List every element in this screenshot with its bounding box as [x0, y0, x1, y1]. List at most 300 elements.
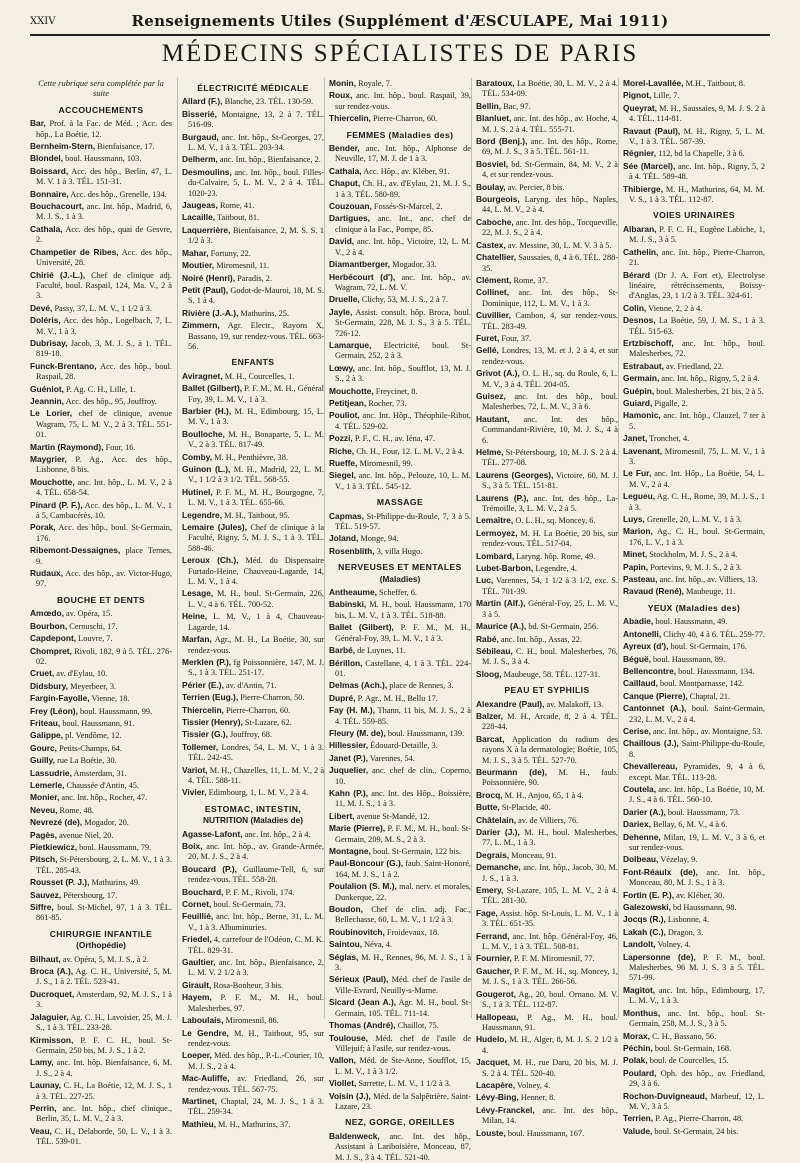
- doctor-name: Furet,: [476, 332, 500, 343]
- doctor-details: Saint-Philippe-du-Roule, 8.: [629, 739, 765, 759]
- doctor-details: Louvre, 7.: [78, 634, 113, 644]
- doctor-name: Kahn (P.),: [329, 787, 369, 798]
- doctor-entry: [182, 167, 324, 199]
- doctor-name: Barcat,: [476, 733, 505, 744]
- doctor-name: Delherm,: [182, 154, 218, 165]
- doctor-entry: [30, 743, 172, 754]
- doctor-name: Monier,: [30, 792, 60, 803]
- doctor-details: Rivoli, 182, 9 à 5. TÉL. 276-02.: [36, 646, 172, 666]
- doctor-details: St-Pétersbourg, 2, L. M. V., 1 à 3. TÉL. 285-43.: [36, 855, 172, 875]
- doctor-name: Martin (Raymond),: [30, 441, 104, 452]
- doctor-entry: [623, 103, 765, 125]
- doctor-details: de Luynes, 11.: [357, 646, 406, 656]
- doctor-entry: [182, 464, 324, 486]
- doctor-entry: [329, 1055, 471, 1077]
- doctor-name: Rabé,: [476, 633, 499, 644]
- doctor-entry: [182, 109, 324, 131]
- doctor-details: Miromesnil, 86.: [225, 1016, 279, 1026]
- doctor-name: Béguë,: [623, 653, 651, 664]
- doctor-entry: [329, 693, 471, 704]
- doctor-details: chef de clinique, avenue Wagram, 75, L. M. V., 2 à 3. TÉL. 551-01.: [36, 409, 173, 440]
- doctor-details: Petits-Champs, 64.: [59, 743, 122, 753]
- doctor-name: Devé,: [30, 302, 53, 313]
- doctor-entry: [182, 429, 324, 451]
- doctor-name: Voisin (J.),: [329, 1090, 371, 1101]
- doctor-entry: [329, 1020, 471, 1031]
- doctor-entry: [30, 693, 172, 704]
- doctor-entry: [623, 927, 765, 938]
- doctor-name: Guéniot,: [30, 383, 64, 394]
- doctor-name: Rueffe,: [329, 458, 358, 468]
- doctor-details: boul. St-Germain, 24 bis.: [654, 1126, 739, 1136]
- doctor-entry: [30, 1057, 172, 1079]
- doctor-name: Darier (J.),: [476, 827, 520, 837]
- doctor-name: Doléris,: [30, 315, 61, 326]
- doctor-name: Hutinel,: [182, 486, 213, 497]
- doctor-details: Chef de clinique adj. Faculté, boul. Raspail, 124, Ma. V., 2 à 3.: [36, 270, 172, 301]
- doctor-entry: [30, 442, 172, 453]
- doctor-name: Poulard,: [623, 1067, 657, 1078]
- doctor-name: Tissier (G.),: [182, 729, 228, 740]
- doctor-details: Tronchet, 4.: [649, 434, 690, 444]
- doctor-details: M. H., Edimbourg, 15, L. M. V., 1 à 3.: [188, 406, 324, 427]
- doctor-entry: [182, 1028, 324, 1050]
- doctor-entry: [182, 225, 324, 247]
- doctor-name: Caillaud,: [623, 678, 658, 689]
- doctor-details: M. H., Rennes, 96, M. J. S., 1 à 3.: [335, 952, 471, 973]
- doctor-entry: [182, 96, 324, 107]
- doctor-name: Herbécourt (d'),: [329, 271, 396, 282]
- doctor-entry: [476, 802, 618, 813]
- doctor-details: Monge, 94.: [360, 534, 399, 544]
- doctor-name: Viollet,: [329, 1078, 357, 1089]
- doctor-name: Poulalion (S. M.),: [329, 881, 397, 892]
- doctor-entry: [182, 765, 324, 787]
- section-subheading: NUTRITION (Maladies de): [202, 815, 304, 826]
- doctor-name: Blondel,: [30, 153, 64, 164]
- doctor-details: Laryng. hôp. Rome, 49.: [516, 551, 596, 561]
- doctor-details: Mathurins, 49.: [91, 878, 141, 888]
- doctor-entry: [329, 533, 471, 544]
- doctor-name: Lamy,: [30, 1057, 54, 1068]
- doctor-entry: [182, 1073, 324, 1095]
- doctor-entry: [30, 902, 172, 924]
- doctor-entry: [30, 989, 172, 1011]
- doctor-entry: [182, 887, 324, 898]
- doctor-name: Marie (Pierre),: [329, 823, 386, 834]
- doctor-details: Rome, 37.: [513, 275, 548, 285]
- doctor-name: Delmas (Ach.),: [329, 680, 388, 691]
- doctor-name: Polak,: [623, 1055, 648, 1066]
- doctor-name: Laboulais,: [182, 1015, 224, 1026]
- doctor-name: Dartigues,: [329, 213, 370, 224]
- doctor-details: Acc. des hôp., boul. St-Germain, 176.: [36, 523, 172, 543]
- doctor-name: Martin (Alf.),: [476, 598, 526, 609]
- doctor-name: Laurens (Georges),: [476, 469, 554, 480]
- doctor-name: Colin,: [623, 302, 647, 313]
- doctor-entry: [30, 270, 172, 302]
- doctor-details: Mogador, 33.: [392, 260, 437, 270]
- doctor-details: Ag. C. H., Université, 5, M. J. S., 1 à 2. TÉL. 523-41.: [36, 967, 172, 987]
- doctor-details: Bienfaisance, 17.: [97, 142, 155, 152]
- doctor-name: Collinet,: [476, 287, 510, 298]
- doctor-entry: [623, 161, 765, 183]
- doctor-entry: [30, 1012, 172, 1034]
- doctor-details: P. F. M., boul. Malesherbes, 96 M. J. S. 3 à 5. TÉL. 571-99.: [629, 952, 765, 983]
- doctor-entry: [30, 361, 172, 383]
- doctor-name: Paul-Boncour (G.),: [329, 858, 404, 869]
- doctor-entry: [30, 522, 172, 544]
- doctor-details: Ag., C. H., boul. St-Germain, 176, L. V., 1 à 3.: [629, 527, 765, 547]
- doctor-entry: [329, 201, 471, 212]
- doctor-entry: [476, 1080, 618, 1091]
- doctor-entry: [30, 681, 172, 692]
- doctor-details: Edimbourg, 1, L. M. V., 2 à 4.: [208, 788, 309, 798]
- doctor-details: boul. Haussmann, 73.: [667, 807, 741, 817]
- doctor-details: Milan, 19, L. M. V., 3 à 6, et sur rendez-vous.: [629, 832, 765, 852]
- doctor-name: Guinon (L.),: [182, 464, 231, 474]
- doctor-entry: [476, 470, 618, 492]
- doctor-details: anc. Int. hôp., 2 à 4.: [244, 829, 311, 839]
- doctor-entry: [182, 705, 324, 716]
- doctor-name: Lévy-Franckel,: [476, 1104, 535, 1115]
- doctor-entry: [182, 742, 324, 764]
- doctor-name: Variot,: [182, 764, 208, 775]
- doctor-entry: [623, 1068, 765, 1090]
- doctor-entry: [30, 730, 172, 741]
- doctor-name: Vivier,: [182, 787, 207, 798]
- doctor-details: Pierre-Charron, 60.: [372, 114, 438, 124]
- doctor-details: M. H., Saussaies, 9, M. J. S. 2 à 4. TÉL. 114-81.: [629, 103, 766, 124]
- doctor-name: Aviragnet,: [182, 370, 223, 381]
- doctor-name: Lacaille,: [182, 212, 216, 223]
- doctor-name: Jocqs (R.),: [623, 914, 666, 925]
- section-heading: ACCOUCHEMENTS: [58, 104, 144, 115]
- doctor-entry: [329, 113, 471, 124]
- doctor-entry: [329, 363, 471, 385]
- doctor-entry: [623, 1113, 765, 1124]
- doctor-details: Ag., 20, boul. Ornano. M. V. S., 1 à 3. TÉL. 112-87.: [482, 989, 618, 1010]
- doctor-entry: [476, 699, 618, 710]
- doctor-entry: [329, 997, 471, 1019]
- doctor-details: M. H. La Boétie, 20 bis, sur rendez-vous. TÉL. 517-04.: [482, 528, 619, 549]
- doctor-entry: [329, 1091, 471, 1113]
- doctor-name: Lubet-Barbon,: [476, 563, 534, 574]
- doctor-entry: [329, 753, 471, 764]
- doctor-entry: [182, 1015, 324, 1026]
- doctor-entry: [182, 212, 324, 223]
- doctor-details: anc. Int. hôp., av. Villiers, 13.: [659, 575, 758, 585]
- doctor-details: anc. Int. hôp. Bienfaisance, 6, M. J. S., 2 à 4.: [36, 1058, 172, 1078]
- doctor-entry: [30, 201, 172, 223]
- doctor-details: anc. Int. Hôp., La Boétie, 54, L. M. V., 2 à 4.: [629, 469, 765, 489]
- doctor-name: Sée (Marcel),: [623, 160, 676, 171]
- doctor-entry: [182, 934, 324, 956]
- doctor-entry: [30, 768, 172, 779]
- doctor-name: Le Lorier,: [30, 408, 73, 419]
- doctor-entry: [329, 680, 471, 691]
- doctor-details: M.H., Taitbout, 8.: [685, 79, 746, 88]
- doctor-name: Janet (P.),: [329, 752, 368, 763]
- doctor-entry: [476, 1092, 618, 1103]
- doctor-details: Chaussée d'Antin, 45.: [66, 780, 140, 790]
- doctor-name: Louste,: [476, 1127, 506, 1138]
- doctor-entry: [329, 166, 471, 177]
- doctor-entry: [30, 755, 172, 766]
- doctor-name: Hayem,: [182, 992, 212, 1003]
- doctor-details: M. H., Taitbout, 95.: [224, 510, 290, 520]
- doctor-entry: [30, 805, 172, 816]
- doctor-entry: [182, 248, 324, 259]
- doctor-entry: [182, 132, 324, 154]
- doctor-name: Demanche,: [476, 862, 521, 873]
- doctor-entry: [623, 726, 765, 737]
- doctor-entry: [623, 514, 765, 525]
- doctor-name: Gaucher,: [476, 965, 512, 976]
- doctor-details: anc. Int. des hôp., Tocqueville, 22, M. J. S., 2 à 4.: [482, 217, 618, 238]
- section-heading: YEUX (Maladies des): [647, 602, 741, 613]
- doctor-entry: [476, 447, 618, 469]
- doctor-entry: [623, 184, 765, 206]
- doctor-entry: [623, 361, 765, 372]
- doctor-name: Ertzbischoff,: [623, 337, 674, 348]
- doctor-details: anc. Int. hôp., Soufflot, 13, M. J. S., 2 à 3.: [335, 363, 472, 384]
- doctor-details: anc. Int. hôp., av. Montaigne, 53.: [653, 726, 763, 736]
- doctor-details: Rome, 41.: [219, 201, 255, 211]
- section-subheading: (Orthopédie): [76, 940, 126, 951]
- doctor-details: anc. Int. hôp., boul. St-Germain, 258, M. J. S., 3 à 5.: [629, 1008, 765, 1029]
- doctor-details: C. H., boul. Malesherbes, 76, M. J. S., 3 à 4.: [482, 646, 619, 667]
- doctor-details: boul. Saint-Germain, 232, L. M. V., 2 à 4.: [629, 704, 765, 724]
- doctor-entry: [329, 307, 471, 339]
- doctor-details: Legendre, 4.: [535, 564, 578, 574]
- doctor-entry: [476, 1057, 618, 1079]
- doctor-entry: [623, 939, 765, 950]
- doctor-entry: [329, 546, 471, 557]
- doctor-name: Emery,: [476, 885, 504, 896]
- doctor-details: Acc. des hôp., Université, 28.: [36, 247, 172, 268]
- doctor-name: Leroux (Ch.),: [182, 555, 239, 566]
- doctor-entry: [476, 908, 618, 930]
- doctor-entry: [476, 646, 618, 668]
- doctor-name: Lacapère,: [476, 1079, 516, 1090]
- doctor-name: Pasteau,: [623, 574, 658, 585]
- doctor-name: Friteau,: [30, 717, 61, 728]
- doctor-entry: [476, 563, 618, 574]
- doctor-details: anc. Int. hôp., La Boétie, 10, M. J. S., 4 à 6. TÉL. 560-10.: [629, 784, 765, 805]
- doctor-details: P. F. M., M. H., boul. Malesherbes, 97.: [188, 993, 324, 1013]
- doctor-details: P. Ag., Pierre-Charron, 48.: [655, 1114, 744, 1124]
- doctor-entry: [30, 141, 172, 152]
- doctor-entry: [623, 303, 765, 314]
- column-2: [177, 78, 325, 1129]
- doctor-details: boul. St-Germain, 73.: [213, 900, 286, 910]
- doctor-details: anc. Int., anc. chef de clinique à la Fac., Pompe, 85.: [335, 214, 472, 234]
- doctor-name: Bar,: [30, 118, 46, 129]
- doctor-name: Thiercelin,: [182, 704, 224, 715]
- doctor-details: Miromesnil, 75, L. M. V., 1 à 3.: [629, 446, 765, 466]
- doctor-entry: [476, 885, 618, 907]
- doctor-entry: [30, 1126, 172, 1148]
- doctor-entry: [182, 680, 324, 691]
- doctor-details: Prof. à la Fac. de Méd. ; Acc. des hôp., La Boétie, 12.: [36, 119, 172, 139]
- doctor-details: boul. Haussmann, 99.: [80, 706, 153, 716]
- doctor-details: Maubeuge, 58. TÉL. 127-31.: [503, 669, 601, 679]
- doctor-name: Baratoux,: [476, 78, 515, 88]
- doctor-details: boul. Haussmann, 103.: [65, 154, 142, 164]
- doctor-details: Freycinet, 8.: [375, 386, 418, 396]
- doctor-entry: [623, 629, 765, 640]
- doctor-details: avenue Niel, 20.: [59, 830, 114, 840]
- doctor-entry: [30, 224, 172, 246]
- doctor-entry: [329, 846, 471, 857]
- doctor-details: Ch. H., av. d'Eylau, 21, M. J. S., 1 à 3. TÉL. 580-89.: [335, 179, 471, 199]
- doctor-details: pl. Vendôme, 12.: [65, 731, 122, 741]
- doctor-details: anc. Int. des hôp., La-Trémoille, 3, L. M. V., 2 à 5.: [482, 493, 618, 514]
- doctor-details: av. Malakoff, 13.: [546, 699, 604, 709]
- doctor-entry: [476, 551, 618, 562]
- doctor-details: anc. Int. hôp., Pierre-Charron, 21.: [629, 247, 765, 268]
- doctor-name: Bourgeois,: [476, 194, 520, 205]
- doctor-details: av. Opéra, 15.: [66, 609, 113, 619]
- doctor-name: Hudelo,: [476, 1034, 507, 1045]
- doctor-details: bd. St-Germain, 84, M. V., 2 à 4, et sur rendez-vous.: [482, 159, 618, 180]
- doctor-details: Pyramides, 9, 4 à 6, except. Mar. TÉL. 113-28.: [629, 762, 765, 782]
- doctor-details: St-Lazare, 62.: [244, 717, 292, 727]
- doctor-name: Coutela,: [623, 783, 657, 794]
- doctor-details: anc. Int. hôp., Alphonse de Neuville, 17, M. J. de 1 à 3.: [335, 144, 471, 164]
- doctor-entry: [476, 515, 618, 526]
- doctor-name: Chatellier,: [476, 252, 517, 263]
- doctor-entry: [329, 236, 471, 258]
- doctor-details: Lille, 7.: [653, 91, 680, 101]
- doctor-entry: [30, 189, 172, 200]
- doctor-details: Général-Foy, 25, L. M. V., 3 à 5.: [482, 599, 618, 619]
- doctor-entry: [30, 384, 172, 395]
- doctor-details: Ag. C. H., Lavoisier, 25, M. J. S., 1 à 3. TÉL. 233-28.: [36, 1012, 172, 1033]
- doctor-entry: [182, 717, 324, 728]
- doctor-name: Monthus,: [623, 1007, 661, 1018]
- doctor-details: Agr. M. H., boul. St-Germain, 105. TÉL. 711-14.: [335, 998, 471, 1018]
- doctor-name: Siegel,: [329, 470, 356, 481]
- doctor-details: anc. Int. hôp., Rigny, 5, 2 à 4.: [661, 374, 760, 384]
- doctor-entry: [623, 691, 765, 702]
- doctor-details: Assist. consult. hôp. Broca, boul. St-Germain, 228, M. J. S., 3 à 5. TÉL. 726-12.: [335, 307, 471, 338]
- section-heading: CHIRURGIE INFANTILE: [49, 928, 153, 939]
- doctor-entry: [30, 247, 172, 269]
- doctor-details: M. H., faub. Poissonnière, 90.: [482, 767, 618, 788]
- doctor-details: Varennes, 54, 1 1/2 à 3 1/2, exc. S. TÉL. 701-39.: [482, 576, 618, 596]
- doctor-details: M. H., Arcade, 8, 2 à 4. TÉL. 228-44.: [482, 711, 618, 732]
- doctor-name: Couzouan,: [329, 201, 372, 212]
- doctor-name: Mouchotte,: [329, 385, 374, 396]
- doctor-name: Régnier,: [623, 148, 657, 159]
- doctor-entry: [30, 1080, 172, 1102]
- doctor-name: Cruet,: [30, 668, 55, 679]
- doctor-name: Dariex,: [623, 819, 651, 830]
- doctor-details: Édouard-Detaille, 3.: [370, 741, 438, 751]
- doctor-details: Acc. Hôp., av. Kléber, 91.: [363, 166, 450, 176]
- doctor-name: Caboche,: [476, 216, 514, 227]
- doctor-entry: [329, 952, 471, 974]
- doctor-details: Froidevaux, 18.: [386, 927, 440, 937]
- doctor-name: Pouliot,: [329, 410, 360, 421]
- doctor-details: Jacob, 3, M. J. S., à 1. TÉL. 819-18.: [36, 338, 172, 359]
- doctor-entry: [30, 646, 172, 668]
- doctor-details: Clichy 40, 4 à 6. TÉL. 259-77.: [663, 629, 765, 639]
- doctor-name: Chompret,: [30, 645, 72, 656]
- doctor-details: M. H., Penthièvre, 38.: [214, 452, 288, 462]
- doctor-details: mal. nerv. et morales, Dunkerque, 22.: [335, 882, 472, 902]
- doctor-name: Baldenweck,: [329, 1130, 380, 1141]
- doctor-entry: [623, 574, 765, 585]
- doctor-entry: [329, 433, 471, 444]
- doctor-name: Druelle,: [329, 294, 360, 305]
- doctor-name: Beurmann (de),: [476, 766, 547, 777]
- doctor-name: Legendre,: [182, 509, 223, 520]
- doctor-name: Bellin,: [476, 100, 502, 111]
- doctor-entry: [623, 1091, 765, 1113]
- doctor-name: Bernheim-Stern,: [30, 141, 96, 152]
- doctor-entry: [182, 992, 324, 1014]
- doctor-details: Four, 16.: [105, 442, 136, 452]
- doctor-details: Londres, 13, M. et J. 2 à 4, et sur rendez-vous.: [482, 346, 618, 366]
- doctor-details: M. H., Courcelles, 1.: [224, 371, 295, 381]
- doctor-name: Broca (A.),: [30, 966, 74, 977]
- doctor-details: P. F. M., M. H., Général Foy, 39, L. M. V., 1 à 3.: [188, 384, 324, 404]
- doctor-details: boul. Haussmann, 134.: [678, 666, 755, 676]
- doctor-details: C. H., La Boétie, 12, M. J. S., 1 à 3. TÉL. 227-25.: [36, 1081, 172, 1101]
- doctor-details: anc. Int. hôp., boul. Raspail, 39, sur rendez-vous.: [335, 91, 472, 111]
- doctor-entry: [182, 787, 324, 798]
- doctor-name: Girault,: [182, 979, 212, 990]
- doctor-name: Jayle,: [329, 306, 353, 317]
- doctor-name: Thibierge,: [623, 183, 664, 194]
- doctor-entry: [329, 78, 471, 89]
- doctor-details: P. F. C. H., boul. St-Germain, 250 bis, M. J. S., 1 à 2.: [36, 1035, 172, 1055]
- doctor-details: P. Ag., M. H., boul. Haussmann, 91.: [482, 1012, 619, 1032]
- running-title: Renseignements Utiles (Supplément d'ÆSCULAPE, Mai 1911): [131, 12, 669, 30]
- doctor-name: Allard (F.),: [182, 96, 223, 107]
- doctor-entry: [329, 1131, 471, 1163]
- doctor-name: Bosviel,: [476, 158, 509, 169]
- doctor-entry: [182, 911, 324, 933]
- doctor-entry: [30, 792, 172, 803]
- doctor-name: Babinski,: [329, 599, 367, 610]
- doctor-details: O. L. H., sq. du Roule, 6, L. M. V., 3 à 4. TÉL. 204-05.: [482, 369, 619, 389]
- doctor-details: Amsterdam, 31.: [73, 768, 127, 778]
- doctor-entry: [623, 761, 765, 783]
- doctor-name: Morel-Lavallée,: [623, 78, 684, 88]
- doctor-entry: [182, 522, 324, 554]
- doctor-details: Méd. chef de l'asile de Ville-Evrard, Neuilly-s-Marne.: [335, 975, 471, 995]
- doctor-details: Miromesnil, 99.: [359, 459, 413, 468]
- doctor-details: M. H., Bonaparte, 5, L. M. V., 2 à 3. TÉL. 817-49.: [188, 429, 324, 450]
- doctor-name: Cerise,: [623, 725, 651, 736]
- doctor-entry: [476, 598, 618, 620]
- doctor-entry: [329, 881, 471, 903]
- doctor-details: P. F. M. Miromesnil, 77.: [513, 954, 595, 964]
- doctor-name: Mouchotte,: [30, 476, 75, 487]
- doctor-name: Sauvez,: [30, 889, 62, 900]
- doctor-entry: [476, 333, 618, 344]
- doctor-name: Zimmern,: [182, 320, 220, 331]
- doctor-details: Chef de clin. adj. Fac., Bellechasse, 60, L. M. V., 1 1/2 à 3.: [335, 905, 471, 925]
- doctor-name: Degrais,: [476, 849, 510, 860]
- doctor-entry: [329, 446, 471, 457]
- doctor-name: Noiré (Henri),: [182, 272, 236, 283]
- doctor-details: 112, bd la Chapelle, 3 à 6.: [658, 149, 745, 159]
